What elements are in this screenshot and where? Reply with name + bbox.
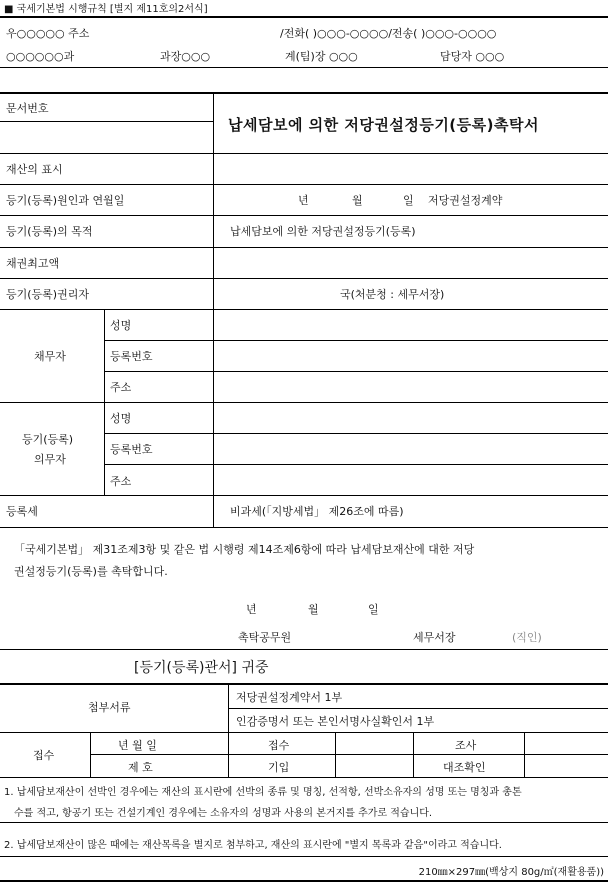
note-1b: 수를 적고, 항공기 또는 건설기계인 경우에는 소유자의 성명과 사용의 본거지를 추가로 적습니다. xyxy=(14,808,433,819)
debtor-address-label: 주소 xyxy=(110,381,132,394)
divider xyxy=(228,708,608,709)
address-line: 우○○○○○ 주소 xyxy=(6,27,90,40)
divider xyxy=(0,184,608,185)
purpose-label: 등기(등록)의 목적 xyxy=(6,225,93,238)
divider xyxy=(0,278,608,279)
divider xyxy=(0,527,608,528)
divider xyxy=(104,340,608,341)
cause-month: 월 xyxy=(352,194,363,207)
debtor-label: 채무자 xyxy=(34,350,66,363)
officer-in-charge: 담당자 ○○○ xyxy=(440,50,505,63)
cause-label: 등기(등록)원인과 연월일 xyxy=(6,194,125,207)
divider xyxy=(0,777,608,778)
form-title: 납세담보에 의한 저당권설정등기(등록)촉탁서 xyxy=(228,116,539,134)
divider xyxy=(0,822,608,823)
divider xyxy=(104,433,608,434)
team-leader: 계(팀)장 ○○○ xyxy=(285,50,358,63)
date-day: 일 xyxy=(368,603,379,616)
divider xyxy=(0,121,213,122)
right-holder-value: 국(처분청 : 세무서장) xyxy=(340,288,445,301)
request-paragraph-1: 「국세기본법」 제31조제3항 및 같은 법 시행령 제14조제6항에 따라 납세담보재산에 대한 저당 xyxy=(14,543,475,556)
request-paragraph-2: 권설정등기(등록)를 촉탁합니다. xyxy=(14,565,168,578)
divider xyxy=(0,215,608,216)
receipt-label: 접수 xyxy=(33,749,55,762)
property-label: 재산의 표시 xyxy=(6,163,63,176)
section-chief: 과장○○○ xyxy=(160,50,211,63)
cause-day: 일 xyxy=(403,194,414,207)
divider xyxy=(0,16,608,18)
receipt-number: 제 호 xyxy=(128,761,153,774)
right-holder-label: 등기(등록)권리자 xyxy=(6,288,89,301)
survey-column: 조사 xyxy=(455,739,477,752)
addressee: [등기(등록)관서] 귀중 xyxy=(134,660,269,676)
divider xyxy=(0,309,608,310)
tax-office-head: 세무서장 xyxy=(413,631,456,644)
obligor-reg-label: 등록번호 xyxy=(110,443,153,456)
obligor-label-2: 의무자 xyxy=(34,453,66,466)
date-year: 년 xyxy=(246,603,257,616)
divider xyxy=(104,371,608,372)
paper-spec: 210㎜×297㎜(백상지 80g/㎡(재활용품)) xyxy=(418,867,604,878)
divider xyxy=(104,464,608,465)
regulation-text: ■ 국세기본법 시행규칙 [별지 제11호의2서식] xyxy=(4,4,208,15)
doc-number-label: 문서번호 xyxy=(6,102,49,115)
debtor-name-label: 성명 xyxy=(110,319,132,332)
column-divider xyxy=(213,93,214,527)
receipt-column: 접수 xyxy=(268,739,290,752)
registration-tax-value: 비과세(「지방세법」 제26조에 따름) xyxy=(230,505,404,518)
divider xyxy=(0,732,608,733)
attachment-item-1: 저당권설정계약서 1부 xyxy=(236,691,343,704)
divider xyxy=(0,247,608,248)
note-2: 2. 납세담보재산이 많은 때에는 재산목록을 별지로 첨부하고, 재산의 표시란에 "별지 목록과 같음"이라고 적습니다. xyxy=(4,840,502,851)
divider xyxy=(0,402,608,403)
attachments-label: 첨부서류 xyxy=(88,701,131,714)
check-column: 대조확인 xyxy=(443,761,486,774)
obligor-address-label: 주소 xyxy=(110,475,132,488)
division-name: ○○○○○○과 xyxy=(6,50,75,63)
max-claim-label: 채권최고액 xyxy=(6,257,60,270)
divider xyxy=(0,92,608,94)
official-seal: (직인) xyxy=(512,631,542,644)
date-month: 월 xyxy=(308,603,319,616)
obligor-name-label: 성명 xyxy=(110,412,132,425)
receipt-date: 년 월 일 xyxy=(118,739,157,752)
phone-fax-line: /전화( )○○○-○○○○/전송( )○○○-○○○○ xyxy=(280,27,497,40)
note-1a: 1. 납세담보재산이 선박인 경우에는 재산의 표시란에 선박의 종류 및 명칭, 선적항, 선박소유자의 성명 또는 명칭과 총톤 xyxy=(4,787,522,798)
cause-year: 년 xyxy=(298,194,309,207)
entry-column: 기입 xyxy=(268,761,290,774)
divider xyxy=(90,754,608,755)
obligor-label-1: 등기(등록) xyxy=(22,433,74,446)
divider xyxy=(0,495,608,496)
divider xyxy=(0,67,608,68)
purpose-value: 납세담보에 의한 저당권설정등기(등록) xyxy=(230,225,416,238)
divider xyxy=(0,683,608,685)
attachment-item-2: 인감증명서 또는 본인서명사실확인서 1부 xyxy=(236,715,435,728)
divider xyxy=(0,856,608,857)
registration-tax-label: 등록세 xyxy=(6,505,38,518)
cause-value: 저당권설정계약 xyxy=(428,194,503,207)
divider xyxy=(0,153,608,154)
official-label: 촉탁공무원 xyxy=(238,631,292,644)
divider xyxy=(0,649,608,650)
debtor-reg-label: 등록번호 xyxy=(110,350,153,363)
